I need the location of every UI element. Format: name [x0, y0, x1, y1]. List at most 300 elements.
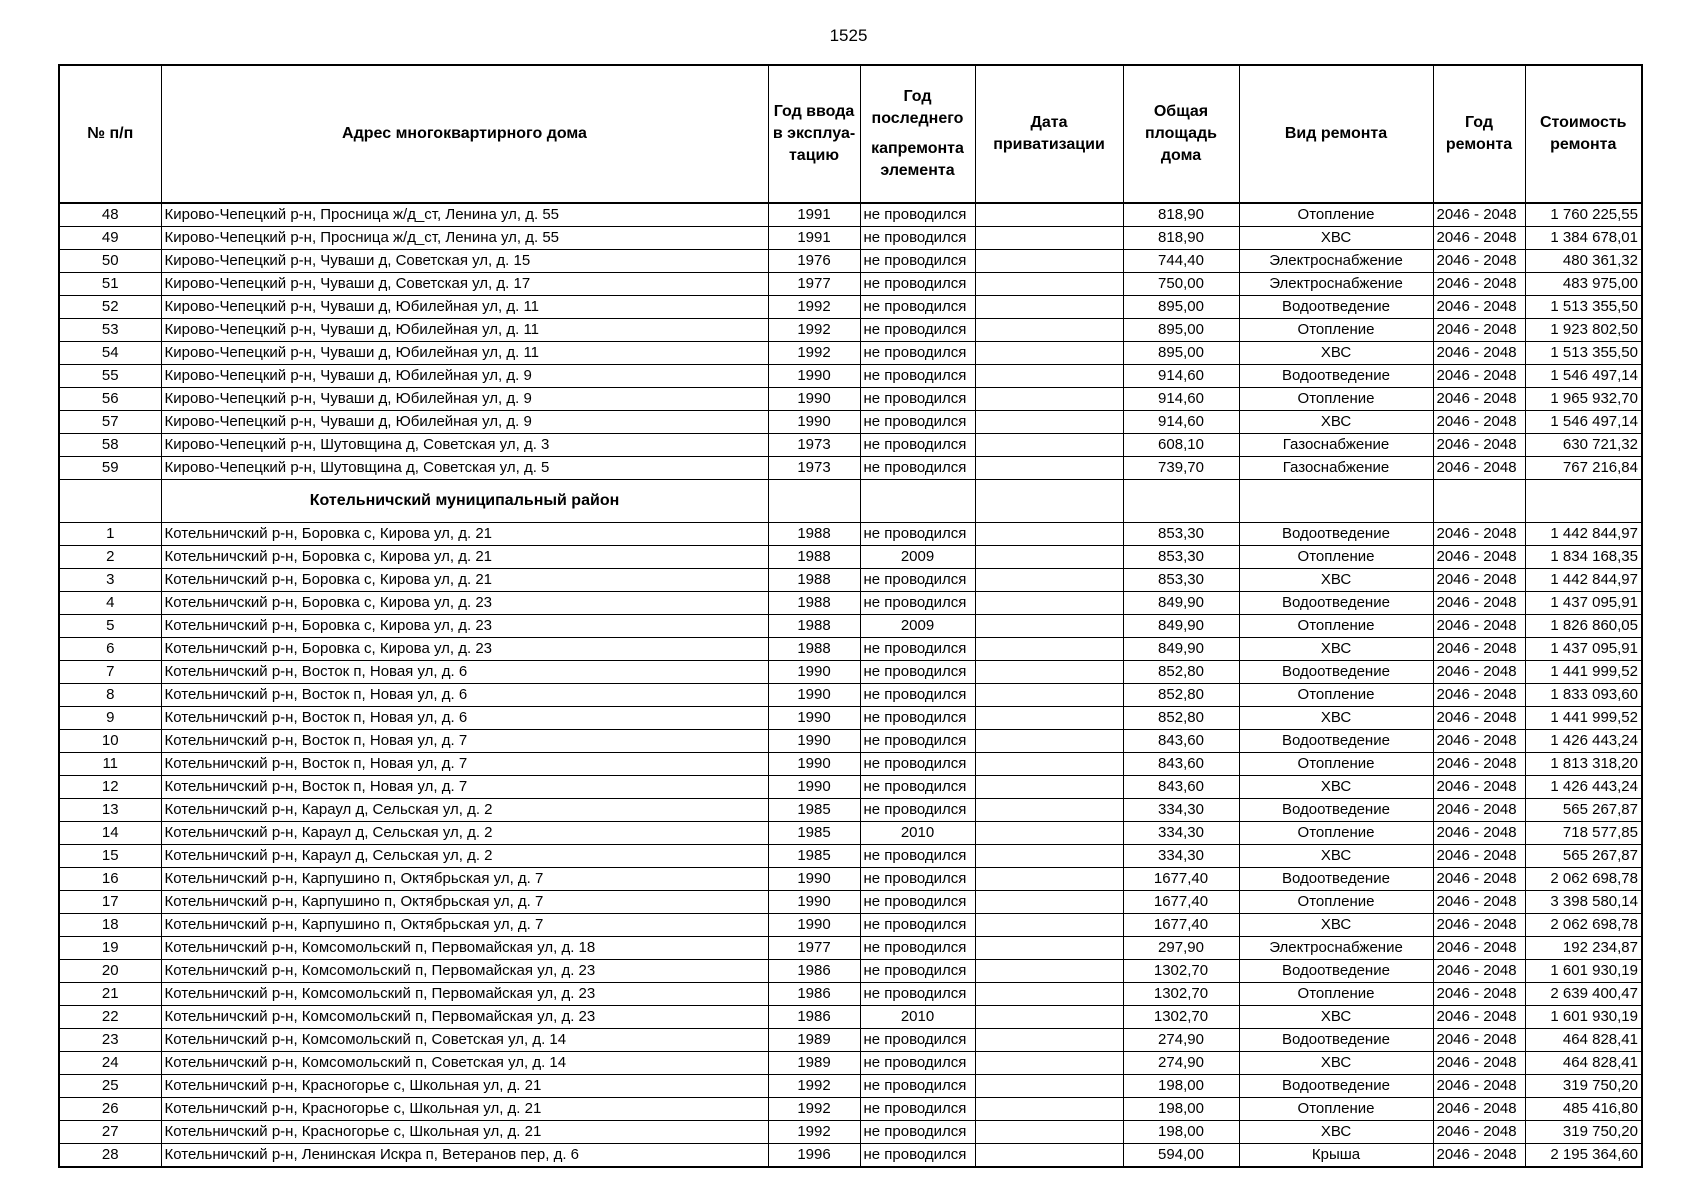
row-repair-type: Крыша — [1239, 1144, 1433, 1168]
row-privatization — [975, 1121, 1123, 1144]
row-privatization — [975, 960, 1123, 983]
row-repair-year: 2046 - 2048 — [1433, 1144, 1525, 1168]
row-number: 49 — [59, 227, 161, 250]
row-address: Котельничский р-н, Караул д, Сельская ул, д. 2 — [161, 822, 768, 845]
row-number: 8 — [59, 684, 161, 707]
row-address: Кирово-Чепецкий р-н, Шутовщина д, Советская ул, д. 5 — [161, 457, 768, 480]
row-number: 21 — [59, 983, 161, 1006]
row-commission-year: 1992 — [768, 342, 860, 365]
header-last-repair-line2: капремонта элемента — [871, 140, 964, 179]
row-number: 15 — [59, 845, 161, 868]
row-number: 27 — [59, 1121, 161, 1144]
row-commission-year: 1996 — [768, 1144, 860, 1168]
row-number: 59 — [59, 457, 161, 480]
row-area: 895,00 — [1123, 296, 1239, 319]
row-area: 852,80 — [1123, 661, 1239, 684]
row-repair-type: Электроснабжение — [1239, 273, 1433, 296]
row-privatization — [975, 661, 1123, 684]
row-repair-type: Отопление — [1239, 753, 1433, 776]
row-repair-type: ХВС — [1239, 638, 1433, 661]
row-repair-year: 2046 - 2048 — [1433, 1075, 1525, 1098]
row-privatization — [975, 638, 1123, 661]
row-cost: 1 384 678,01 — [1525, 227, 1642, 250]
row-number: 16 — [59, 868, 161, 891]
header-address: Адрес многоквартирного дома — [161, 65, 768, 203]
row-area: 853,30 — [1123, 546, 1239, 569]
row-area: 1677,40 — [1123, 891, 1239, 914]
row-last-repair: не проводился — [860, 776, 975, 799]
row-address: Кирово-Чепецкий р-н, Чуваши д, Юбилейная ул, д. 11 — [161, 296, 768, 319]
table-row — [59, 319, 1642, 342]
row-number: 19 — [59, 937, 161, 960]
row-repair-year: 2046 - 2048 — [1433, 1121, 1525, 1144]
row-repair-year: 2046 - 2048 — [1433, 937, 1525, 960]
row-cost: 718 577,85 — [1525, 822, 1642, 845]
row-repair-type: Отопление — [1239, 615, 1433, 638]
row-cost: 2 195 364,60 — [1525, 1144, 1642, 1168]
row-address: Котельничский р-н, Восток п, Новая ул, д. 7 — [161, 753, 768, 776]
table-row — [59, 891, 1642, 914]
row-cost: 565 267,87 — [1525, 799, 1642, 822]
header-repair-type: Вид ремонта — [1239, 65, 1433, 203]
row-area: 895,00 — [1123, 342, 1239, 365]
row-commission-year: 1976 — [768, 250, 860, 273]
row-repair-year: 2046 - 2048 — [1433, 250, 1525, 273]
row-privatization — [975, 434, 1123, 457]
table-row — [59, 822, 1642, 845]
row-number: 55 — [59, 365, 161, 388]
row-repair-type: Водоотведение — [1239, 296, 1433, 319]
row-area: 198,00 — [1123, 1075, 1239, 1098]
row-number: 28 — [59, 1144, 161, 1168]
row-area: 818,90 — [1123, 227, 1239, 250]
row-address: Кирово-Чепецкий р-н, Чуваши д, Юбилейная ул, д. 9 — [161, 411, 768, 434]
row-repair-year: 2046 - 2048 — [1433, 296, 1525, 319]
row-commission-year: 1988 — [768, 615, 860, 638]
row-cost: 464 828,41 — [1525, 1029, 1642, 1052]
row-last-repair: не проводился — [860, 1029, 975, 1052]
row-cost: 319 750,20 — [1525, 1121, 1642, 1144]
table-row — [59, 1006, 1642, 1029]
row-area: 198,00 — [1123, 1098, 1239, 1121]
row-commission-year: 1986 — [768, 983, 860, 1006]
row-commission-year: 1992 — [768, 1075, 860, 1098]
row-commission-year: 1990 — [768, 776, 860, 799]
row-last-repair: не проводился — [860, 434, 975, 457]
row-repair-year: 2046 - 2048 — [1433, 365, 1525, 388]
row-privatization — [975, 569, 1123, 592]
row-cost: 1 442 844,97 — [1525, 569, 1642, 592]
section-title: Котельничский муниципальный район — [161, 480, 768, 523]
row-privatization — [975, 730, 1123, 753]
row-area: 1677,40 — [1123, 914, 1239, 937]
table-row — [59, 227, 1642, 250]
row-repair-type: Водоотведение — [1239, 1075, 1433, 1098]
row-commission-year: 1986 — [768, 960, 860, 983]
row-number: 24 — [59, 1052, 161, 1075]
row-repair-year: 2046 - 2048 — [1433, 891, 1525, 914]
table-row — [59, 1098, 1642, 1121]
row-area: 843,60 — [1123, 730, 1239, 753]
row-area: 274,90 — [1123, 1052, 1239, 1075]
row-repair-year: 2046 - 2048 — [1433, 1006, 1525, 1029]
row-last-repair: не проводился — [860, 365, 975, 388]
row-repair-year: 2046 - 2048 — [1433, 615, 1525, 638]
table-row — [59, 592, 1642, 615]
repair-registry-table — [58, 64, 1643, 1168]
row-commission-year: 1988 — [768, 638, 860, 661]
row-repair-type: Газоснабжение — [1239, 434, 1433, 457]
row-repair-type: Водоотведение — [1239, 799, 1433, 822]
header-last-repair-line1: Год последнего — [871, 88, 964, 127]
table-row — [59, 1052, 1642, 1075]
row-cost: 1 441 999,52 — [1525, 707, 1642, 730]
row-cost: 630 721,32 — [1525, 434, 1642, 457]
table-row — [59, 730, 1642, 753]
row-repair-type: Отопление — [1239, 388, 1433, 411]
row-cost: 485 416,80 — [1525, 1098, 1642, 1121]
row-privatization — [975, 914, 1123, 937]
row-repair-year: 2046 - 2048 — [1433, 960, 1525, 983]
row-commission-year: 1992 — [768, 296, 860, 319]
row-area: 594,00 — [1123, 1144, 1239, 1168]
row-last-repair: не проводился — [860, 845, 975, 868]
row-privatization — [975, 203, 1123, 227]
row-number: 13 — [59, 799, 161, 822]
row-last-repair: 2010 — [860, 822, 975, 845]
table-row — [59, 707, 1642, 730]
row-cost: 1 437 095,91 — [1525, 592, 1642, 615]
row-number: 11 — [59, 753, 161, 776]
table-row — [59, 546, 1642, 569]
row-repair-year: 2046 - 2048 — [1433, 776, 1525, 799]
row-last-repair: не проводился — [860, 569, 975, 592]
row-address: Кирово-Чепецкий р-н, Шутовщина д, Советская ул, д. 3 — [161, 434, 768, 457]
row-area: 334,30 — [1123, 799, 1239, 822]
row-address: Котельничский р-н, Караул д, Сельская ул, д. 2 — [161, 845, 768, 868]
row-number: 53 — [59, 319, 161, 342]
row-cost: 3 398 580,14 — [1525, 891, 1642, 914]
page-number: 1525 — [829, 26, 868, 45]
row-repair-type: Отопление — [1239, 891, 1433, 914]
row-area: 274,90 — [1123, 1029, 1239, 1052]
row-address: Кирово-Чепецкий р-н, Просница ж/д_ст, Ленина ул, д. 55 — [161, 227, 768, 250]
row-last-repair: не проводился — [860, 342, 975, 365]
row-number: 12 — [59, 776, 161, 799]
row-privatization — [975, 1144, 1123, 1168]
row-last-repair: 2009 — [860, 546, 975, 569]
row-commission-year: 1988 — [768, 523, 860, 546]
row-repair-type: Отопление — [1239, 203, 1433, 227]
table-row — [59, 1029, 1642, 1052]
row-cost: 1 965 932,70 — [1525, 388, 1642, 411]
table-row — [59, 799, 1642, 822]
row-area: 895,00 — [1123, 319, 1239, 342]
row-address: Котельничский р-н, Восток п, Новая ул, д. 6 — [161, 707, 768, 730]
row-repair-year: 2046 - 2048 — [1433, 845, 1525, 868]
row-repair-year: 2046 - 2048 — [1433, 342, 1525, 365]
row-commission-year: 1985 — [768, 845, 860, 868]
row-last-repair: не проводился — [860, 638, 975, 661]
row-privatization — [975, 707, 1123, 730]
row-number: 18 — [59, 914, 161, 937]
table-row — [59, 569, 1642, 592]
row-repair-year: 2046 - 2048 — [1433, 319, 1525, 342]
row-cost: 1 760 225,55 — [1525, 203, 1642, 227]
row-cost: 1 441 999,52 — [1525, 661, 1642, 684]
row-last-repair: не проводился — [860, 203, 975, 227]
row-commission-year: 1990 — [768, 388, 860, 411]
row-address: Котельничский р-н, Комсомольский п, Первомайская ул, д. 23 — [161, 960, 768, 983]
row-area: 914,60 — [1123, 365, 1239, 388]
row-last-repair: не проводился — [860, 799, 975, 822]
table-row — [59, 845, 1642, 868]
row-privatization — [975, 411, 1123, 434]
row-privatization — [975, 845, 1123, 868]
row-commission-year: 1990 — [768, 868, 860, 891]
row-area: 914,60 — [1123, 411, 1239, 434]
row-repair-type: Отопление — [1239, 546, 1433, 569]
section-row — [59, 480, 1642, 523]
table-row — [59, 365, 1642, 388]
table-row — [59, 1144, 1642, 1168]
row-area: 853,30 — [1123, 523, 1239, 546]
table-row — [59, 753, 1642, 776]
row-commission-year: 1977 — [768, 937, 860, 960]
table-row — [59, 983, 1642, 1006]
row-last-repair: не проводился — [860, 1075, 975, 1098]
row-cost: 1 813 318,20 — [1525, 753, 1642, 776]
row-last-repair: не проводился — [860, 684, 975, 707]
row-privatization — [975, 273, 1123, 296]
row-commission-year: 1990 — [768, 411, 860, 434]
row-last-repair: не проводился — [860, 273, 975, 296]
row-area: 914,60 — [1123, 388, 1239, 411]
row-privatization — [975, 250, 1123, 273]
row-address: Котельничский р-н, Боровка с, Кирова ул, д. 21 — [161, 569, 768, 592]
row-commission-year: 1992 — [768, 1121, 860, 1144]
row-commission-year: 1991 — [768, 203, 860, 227]
row-repair-year: 2046 - 2048 — [1433, 592, 1525, 615]
row-repair-type: Электроснабжение — [1239, 250, 1433, 273]
table-body-kotelnich — [59, 523, 1642, 1168]
row-repair-year: 2046 - 2048 — [1433, 983, 1525, 1006]
row-last-repair: не проводился — [860, 388, 975, 411]
row-commission-year: 1989 — [768, 1052, 860, 1075]
row-repair-type: Водоотведение — [1239, 592, 1433, 615]
row-address: Котельничский р-н, Красногорье с, Школьная ул, д. 21 — [161, 1075, 768, 1098]
row-address: Котельничский р-н, Комсомольский п, Первомайская ул, д. 23 — [161, 983, 768, 1006]
row-area: 843,60 — [1123, 776, 1239, 799]
row-repair-type: ХВС — [1239, 227, 1433, 250]
row-area: 1302,70 — [1123, 960, 1239, 983]
row-last-repair: 2009 — [860, 615, 975, 638]
row-area: 198,00 — [1123, 1121, 1239, 1144]
row-cost: 1 442 844,97 — [1525, 523, 1642, 546]
row-repair-type: Водоотведение — [1239, 661, 1433, 684]
row-cost: 1 437 095,91 — [1525, 638, 1642, 661]
section-header — [59, 480, 1642, 523]
row-number: 7 — [59, 661, 161, 684]
table-row — [59, 342, 1642, 365]
row-number: 5 — [59, 615, 161, 638]
row-repair-year: 2046 - 2048 — [1433, 753, 1525, 776]
row-privatization — [975, 1052, 1123, 1075]
row-area: 818,90 — [1123, 203, 1239, 227]
table-row — [59, 937, 1642, 960]
row-cost: 1 601 930,19 — [1525, 960, 1642, 983]
row-repair-type: ХВС — [1239, 1052, 1433, 1075]
row-address: Кирово-Чепецкий р-н, Чуваши д, Юбилейная ул, д. 9 — [161, 388, 768, 411]
row-area: 608,10 — [1123, 434, 1239, 457]
row-area: 1677,40 — [1123, 868, 1239, 891]
row-address: Кирово-Чепецкий р-н, Чуваши д, Юбилейная ул, д. 11 — [161, 319, 768, 342]
row-repair-year: 2046 - 2048 — [1433, 523, 1525, 546]
row-last-repair: не проводился — [860, 592, 975, 615]
header-last-repair — [860, 65, 975, 203]
row-cost: 1 923 802,50 — [1525, 319, 1642, 342]
row-last-repair: не проводился — [860, 868, 975, 891]
header-num: № п/п — [59, 65, 161, 203]
row-number: 50 — [59, 250, 161, 273]
row-number: 54 — [59, 342, 161, 365]
row-cost: 480 361,32 — [1525, 250, 1642, 273]
table-row — [59, 411, 1642, 434]
row-area: 334,30 — [1123, 845, 1239, 868]
row-address: Котельничский р-н, Комсомольский п, Первомайская ул, д. 23 — [161, 1006, 768, 1029]
row-commission-year: 1973 — [768, 434, 860, 457]
row-last-repair: не проводился — [860, 707, 975, 730]
row-repair-year: 2046 - 2048 — [1433, 1029, 1525, 1052]
row-repair-year: 2046 - 2048 — [1433, 822, 1525, 845]
row-address: Котельничский р-н, Боровка с, Кирова ул, д. 23 — [161, 638, 768, 661]
row-privatization — [975, 615, 1123, 638]
row-last-repair: не проводился — [860, 227, 975, 250]
table-row — [59, 1121, 1642, 1144]
row-repair-year: 2046 - 2048 — [1433, 411, 1525, 434]
row-repair-year: 2046 - 2048 — [1433, 799, 1525, 822]
row-address: Котельничский р-н, Комсомольский п, Первомайская ул, д. 18 — [161, 937, 768, 960]
row-commission-year: 1977 — [768, 273, 860, 296]
row-privatization — [975, 753, 1123, 776]
row-repair-year: 2046 - 2048 — [1433, 684, 1525, 707]
row-commission-year: 1985 — [768, 799, 860, 822]
row-repair-type: Водоотведение — [1239, 730, 1433, 753]
row-number: 57 — [59, 411, 161, 434]
row-address: Котельничский р-н, Боровка с, Кирова ул, д. 21 — [161, 523, 768, 546]
row-address: Котельничский р-н, Ленинская Искра п, Ветеранов пер, д. 6 — [161, 1144, 768, 1168]
row-privatization — [975, 296, 1123, 319]
table-row — [59, 776, 1642, 799]
row-last-repair: не проводился — [860, 1144, 975, 1168]
row-last-repair: не проводился — [860, 1052, 975, 1075]
table-row — [59, 434, 1642, 457]
row-repair-year: 2046 - 2048 — [1433, 661, 1525, 684]
row-repair-year: 2046 - 2048 — [1433, 388, 1525, 411]
row-privatization — [975, 776, 1123, 799]
row-last-repair: не проводился — [860, 250, 975, 273]
table-row — [59, 457, 1642, 480]
row-cost: 1 546 497,14 — [1525, 411, 1642, 434]
row-last-repair: не проводился — [860, 891, 975, 914]
row-repair-year: 2046 - 2048 — [1433, 868, 1525, 891]
row-repair-year: 2046 - 2048 — [1433, 227, 1525, 250]
row-repair-type: ХВС — [1239, 569, 1433, 592]
row-repair-type: ХВС — [1239, 411, 1433, 434]
row-area: 843,60 — [1123, 753, 1239, 776]
row-privatization — [975, 891, 1123, 914]
row-area: 849,90 — [1123, 638, 1239, 661]
row-number: 9 — [59, 707, 161, 730]
row-area: 849,90 — [1123, 615, 1239, 638]
row-repair-type: Отопление — [1239, 684, 1433, 707]
row-address: Котельничский р-н, Комсомольский п, Советская ул, д. 14 — [161, 1029, 768, 1052]
row-last-repair: не проводился — [860, 960, 975, 983]
row-address: Кирово-Чепецкий р-н, Чуваши д, Советская ул, д. 17 — [161, 273, 768, 296]
row-number: 2 — [59, 546, 161, 569]
row-repair-type: ХВС — [1239, 776, 1433, 799]
row-address: Кирово-Чепецкий р-н, Чуваши д, Юбилейная ул, д. 11 — [161, 342, 768, 365]
row-area: 852,80 — [1123, 707, 1239, 730]
row-privatization — [975, 822, 1123, 845]
table-row — [59, 203, 1642, 227]
row-address: Кирово-Чепецкий р-н, Чуваши д, Советская ул, д. 15 — [161, 250, 768, 273]
row-cost: 1 513 355,50 — [1525, 342, 1642, 365]
row-commission-year: 1986 — [768, 1006, 860, 1029]
row-commission-year: 1989 — [768, 1029, 860, 1052]
row-privatization — [975, 546, 1123, 569]
row-commission-year: 1992 — [768, 1098, 860, 1121]
row-commission-year: 1985 — [768, 822, 860, 845]
row-privatization — [975, 1029, 1123, 1052]
row-cost: 767 216,84 — [1525, 457, 1642, 480]
row-area: 334,30 — [1123, 822, 1239, 845]
row-cost: 2 639 400,47 — [1525, 983, 1642, 1006]
row-last-repair: не проводился — [860, 1121, 975, 1144]
row-last-repair: не проводился — [860, 411, 975, 434]
row-address: Котельничский р-н, Карпушино п, Октябрьская ул, д. 7 — [161, 891, 768, 914]
row-repair-year: 2046 - 2048 — [1433, 730, 1525, 753]
row-number: 22 — [59, 1006, 161, 1029]
row-commission-year: 1990 — [768, 684, 860, 707]
row-last-repair: не проводился — [860, 914, 975, 937]
row-cost: 1 834 168,35 — [1525, 546, 1642, 569]
table-body-kirovo-chepetsk — [59, 203, 1642, 480]
row-repair-type: ХВС — [1239, 914, 1433, 937]
row-cost: 1 826 860,05 — [1525, 615, 1642, 638]
row-repair-year: 2046 - 2048 — [1433, 546, 1525, 569]
table-row — [59, 960, 1642, 983]
row-commission-year: 1990 — [768, 891, 860, 914]
row-cost: 1 833 093,60 — [1525, 684, 1642, 707]
row-cost: 483 975,00 — [1525, 273, 1642, 296]
row-cost: 192 234,87 — [1525, 937, 1642, 960]
header-row — [59, 65, 1642, 203]
row-privatization — [975, 799, 1123, 822]
row-address: Котельничский р-н, Комсомольский п, Советская ул, д. 14 — [161, 1052, 768, 1075]
table-row — [59, 250, 1642, 273]
table-row — [59, 914, 1642, 937]
row-repair-type: Водоотведение — [1239, 523, 1433, 546]
row-address: Котельничский р-н, Красногорье с, Школьная ул, д. 21 — [161, 1098, 768, 1121]
header-repair-year: Год ремонта — [1433, 65, 1525, 203]
row-number: 20 — [59, 960, 161, 983]
row-address: Кирово-Чепецкий р-н, Чуваши д, Юбилейная ул, д. 9 — [161, 365, 768, 388]
row-address: Котельничский р-н, Восток п, Новая ул, д. 6 — [161, 661, 768, 684]
header-cost: Стоимость ремонта — [1525, 65, 1642, 203]
table-row — [59, 273, 1642, 296]
row-area: 849,90 — [1123, 592, 1239, 615]
